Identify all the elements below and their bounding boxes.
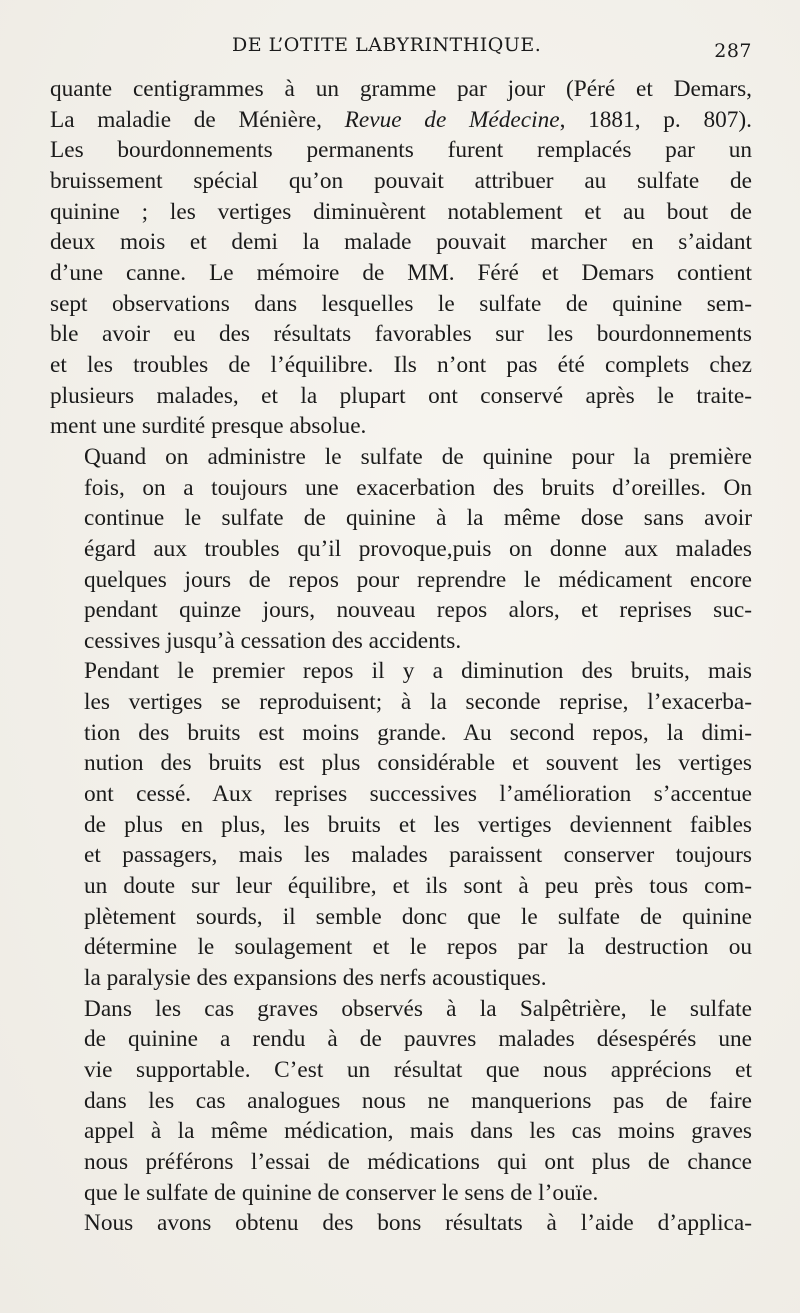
text-line: de quinine a rendu à de pauvres malades désespérés une [84,1026,752,1053]
text-line: Les bourdonnements permanents furent remplacés par un [50,137,752,164]
text-line: dans les cas analogues nous ne manquerions pas de faire [84,1087,752,1114]
text-line: cessives jusqu’à cessation des accidents. [84,627,462,654]
text-line: Quand on administre le sulfate de quinine pour la première [84,443,752,470]
journal-title: Revue de Médecine [344,106,560,133]
text-line: Dans les cas graves observés à la Salpêtrière, le sulfate [84,995,752,1022]
text-line: que le sulfate de quinine de conserver le sens de l’ouïe. [84,1179,599,1206]
body-text [50,74,752,1239]
text-line: égard aux troubles qu’il provoque,puis on donne aux malades [84,535,752,562]
text-line: ment une surdité presque absolue. [50,413,367,440]
text-line: un doute sur leur équilibre, et ils sont à peu près tous com- [84,873,752,900]
text-line: nous préférons l’essai de médications qui ont plus de chance [84,1148,752,1175]
page-header [50,30,752,74]
paragraph-1 [50,74,752,442]
page-number: 287 [714,40,752,62]
text-line-with-citation: La maladie de Ménière, Revue de Médecine, 1881, p. 807). [50,106,753,133]
text-line: la paralysie des expansions des nerfs acoustiques. [84,965,547,992]
running-title: DE L’OTITE LABYRINTHIQUE. [232,34,542,56]
text-line: quelques jours de repos pour reprendre le médicament encore [84,566,752,593]
text-line: détermine le soulagement et le repos par la destruction ou [84,934,752,961]
text-line: ont cessé. Aux reprises successives l’amélioration s’accentue [84,781,752,808]
text-line: quinine ; les vertiges diminuèrent notablement et au bout de [50,198,752,225]
text-line: quante centigrammes à un gramme par jour (Péré et Demars, [50,76,752,102]
text-line: pendant quinze jours, nouveau repos alors, et reprises suc- [84,597,752,624]
text-line: plètement sourds, il semble donc que le sulfate de quinine [84,903,752,930]
text-line: de plus en plus, les bruits et les vertiges deviennent faibles [84,811,752,838]
text-line: nution des bruits est plus considérable et souvent les vertiges [84,750,752,777]
text-line: Nous avons obtenu des bons résultats à l’aide d’applica- [84,1210,752,1237]
text-line: appel à la même médication, mais dans les cas moins graves [84,1118,752,1145]
paragraph-2 [50,442,752,657]
paragraph-3 [50,656,752,993]
text-line: deux mois et demi la malade pouvait marcher en s’aidant [50,229,752,256]
text-line: fois, on a toujours une exacerbation des bruits d’oreilles. On [84,474,752,501]
text-line: Pendant le premier repos il y a diminution des bruits, mais [84,658,752,685]
text-line: continue le sulfate de quinine à la même dose sans avoir [84,505,752,532]
text-line: et passagers, mais les malades paraissent conserver toujours [84,842,752,869]
text-line: ble avoir eu des résultats favorables sur les bourdonnements [50,321,752,348]
paragraph-5 [50,1208,752,1239]
text-line: bruissement spécial qu’on pouvait attribuer au sulfate de [50,167,752,194]
text-line: et les troubles de l’équilibre. Ils n’ont pas été complets chez [50,351,752,378]
text-line: plusieurs malades, et la plupart ont conservé après le traite- [50,382,752,409]
text-line: sept observations dans lesquelles le sulfate de quinine sem- [50,290,752,317]
text-line: tion des bruits est moins grande. Au second repos, la dimi- [84,719,752,746]
text-line: vie supportable. C’est un résultat que nous apprécions et [84,1057,752,1083]
text-line: d’une canne. Le mémoire de MM. Féré et Demars contient [50,259,752,286]
paragraph-4 [50,994,752,1209]
text-line: les vertiges se reproduisent; à la seconde reprise, l’exacerba- [84,689,752,716]
